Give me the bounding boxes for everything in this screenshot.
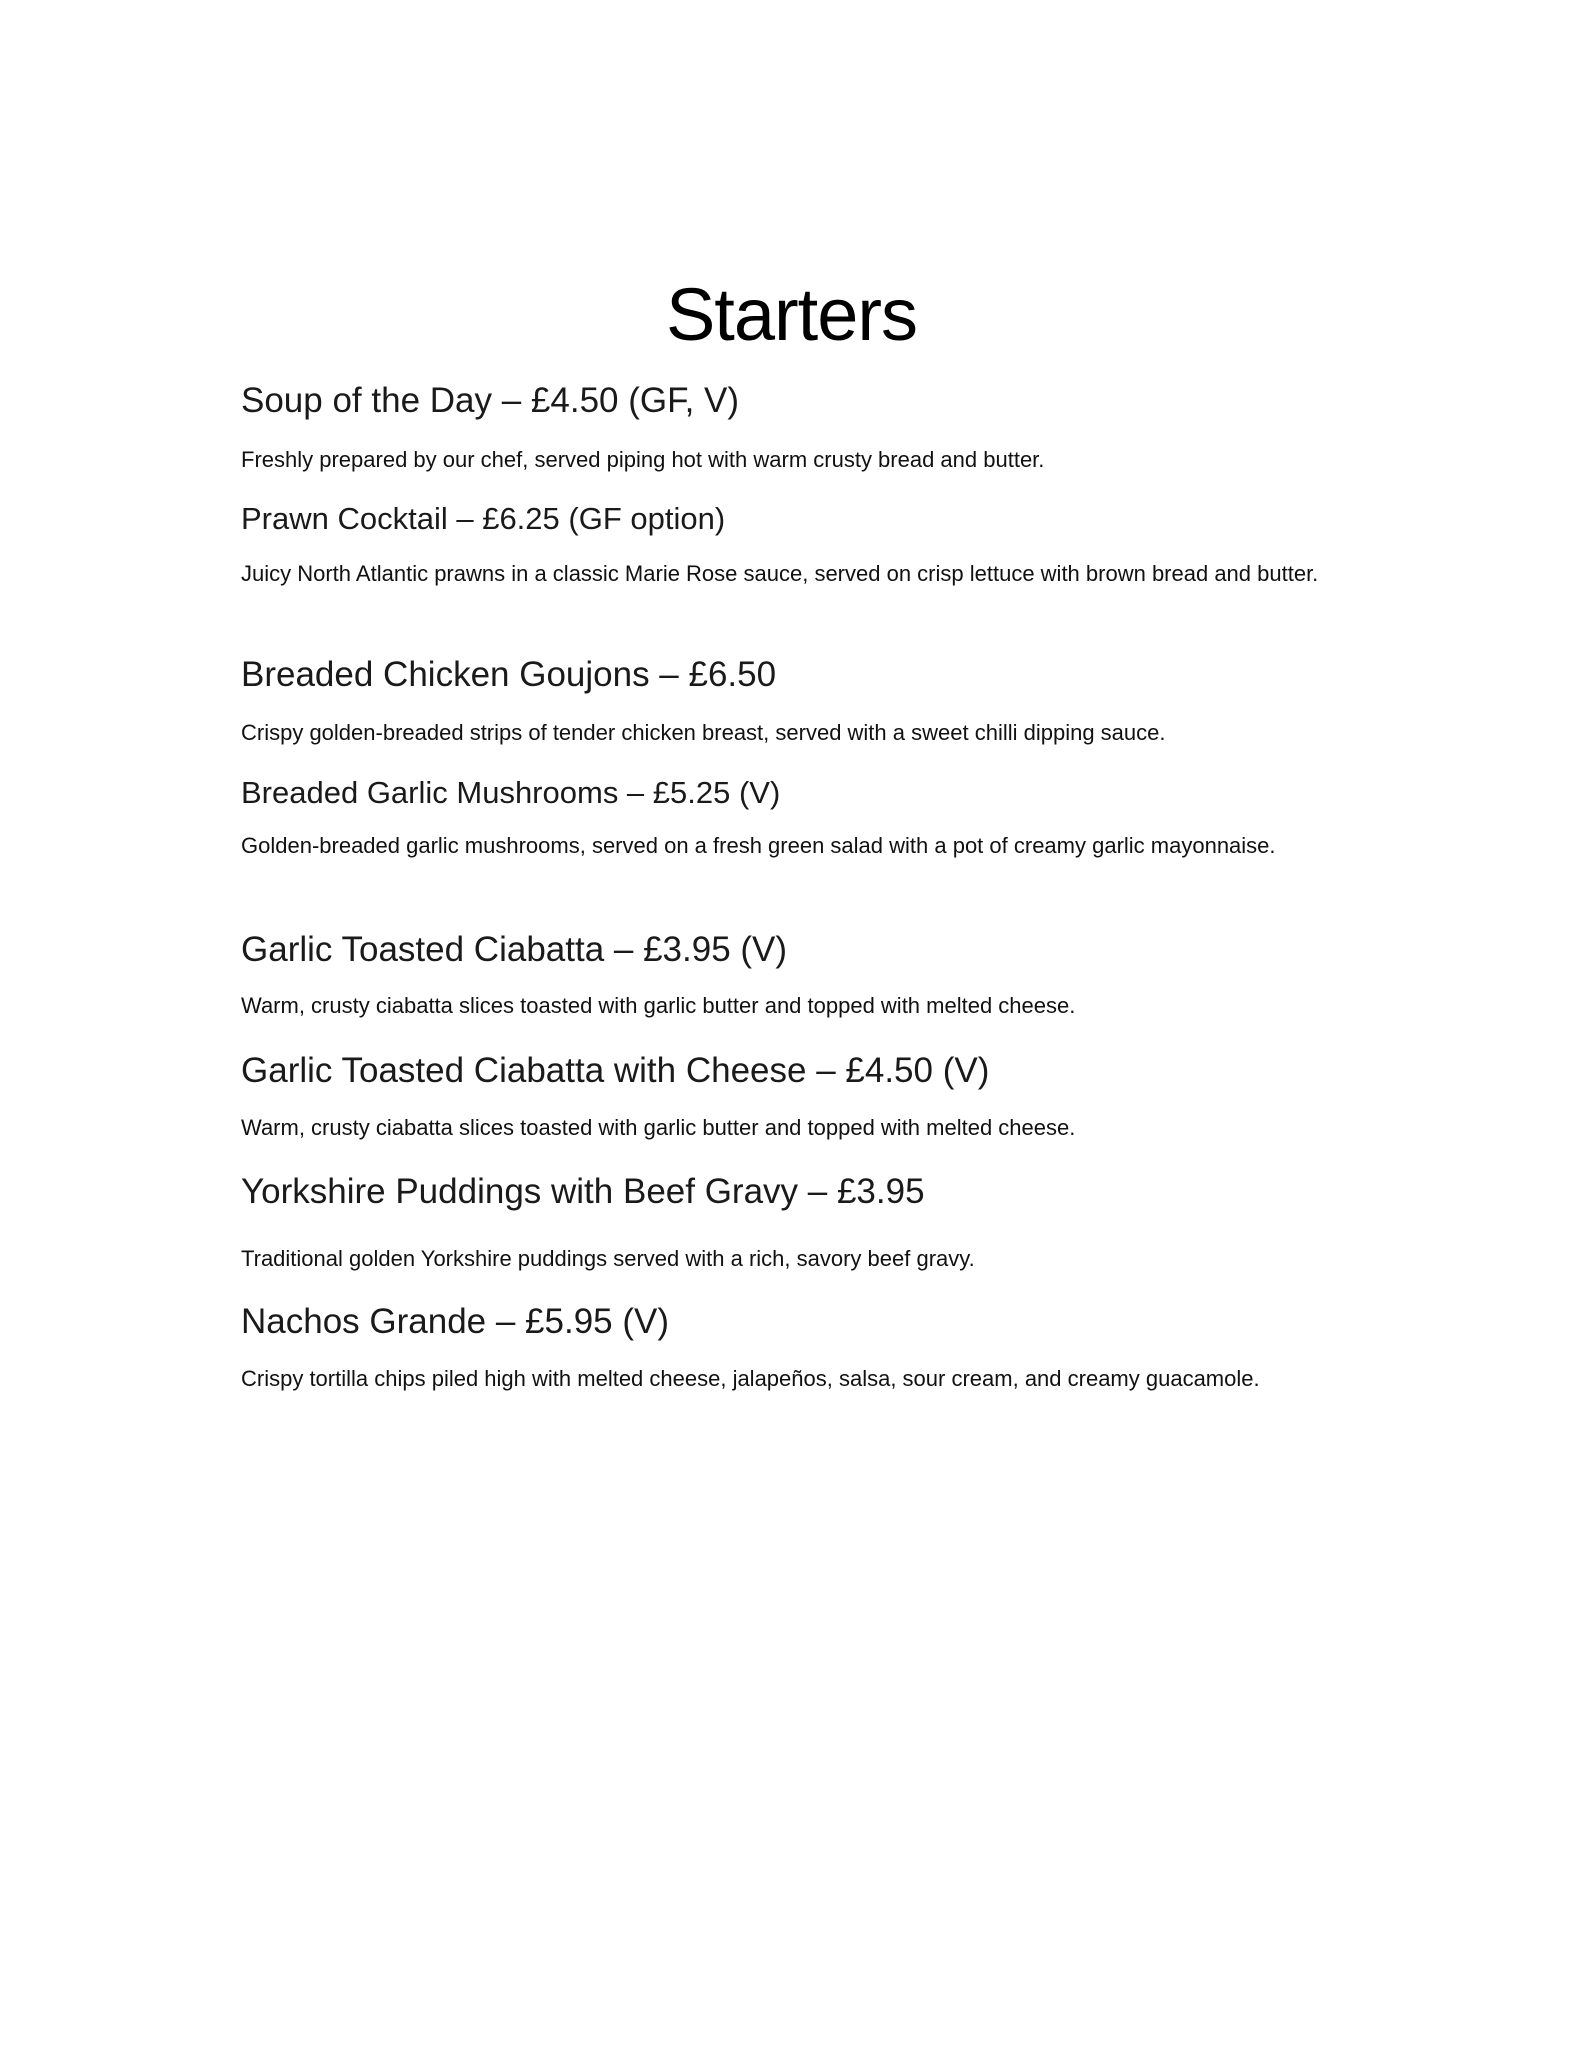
- menu-item-description: Traditional golden Yorkshire puddings served with a rich, savory beef gravy.: [241, 1246, 975, 1271]
- page-title: Starters: [665, 272, 918, 356]
- menu-item-name: Garlic Toasted Ciabatta with Cheese – £4.50 (V): [241, 1051, 990, 1090]
- menu-item-name: Garlic Toasted Ciabatta – £3.95 (V): [241, 930, 788, 969]
- menu-item-description: Golden-breaded garlic mushrooms, served on a fresh green salad with a pot of creamy garlic mayonnaise.: [241, 833, 1276, 858]
- menu-item-description: Warm, crusty ciabatta slices toasted with garlic butter and topped with melted cheese.: [241, 1115, 1076, 1140]
- menu-item-name: Breaded Garlic Mushrooms – £5.25 (V): [241, 775, 781, 810]
- menu-item-name: Breaded Chicken Goujons – £6.50: [241, 655, 777, 694]
- menu-item-name: Soup of the Day – £4.50 (GF, V): [241, 381, 740, 420]
- menu-item-description: Crispy golden-breaded strips of tender chicken breast, served with a sweet chilli dipping sauce.: [241, 720, 1166, 745]
- menu-item-description: Crispy tortilla chips piled high with melted cheese, jalapeños, salsa, sour cream, and creamy guacamole.: [241, 1366, 1260, 1391]
- menu-item-description: Juicy North Atlantic prawns in a classic Marie Rose sauce, served on crisp lettuce with brown bread and butter.: [241, 561, 1319, 586]
- menu-item-name: Yorkshire Puddings with Beef Gravy – £3.95: [241, 1172, 925, 1211]
- menu-item-description: Freshly prepared by our chef, served piping hot with warm crusty bread and butter.: [241, 447, 1045, 472]
- menu-item-description: Warm, crusty ciabatta slices toasted with garlic butter and topped with melted cheese.: [241, 993, 1076, 1018]
- menu-item-name: Prawn Cocktail – £6.25 (GF option): [241, 501, 726, 536]
- menu-item-name: Nachos Grande – £5.95 (V): [241, 1302, 670, 1341]
